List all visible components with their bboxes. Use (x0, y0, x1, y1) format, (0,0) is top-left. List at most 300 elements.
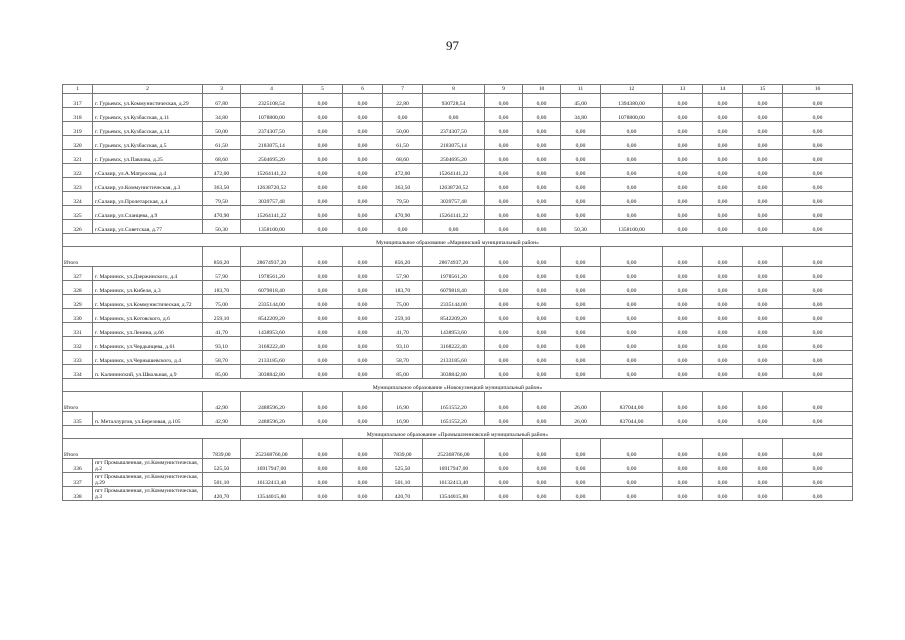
value-cell: 57,90 (203, 267, 241, 281)
value-cell: 0,00 (523, 192, 561, 206)
value-cell: 6079818,40 (241, 281, 303, 295)
value-cell: 0,00 (343, 365, 383, 379)
address-cell: г.Салаир, ул.Сланцева, д.9 (93, 206, 203, 220)
value-cell: 50,30 (561, 220, 601, 234)
value-cell: 0,00 (703, 337, 743, 351)
value-cell: 183,70 (383, 281, 423, 295)
value-cell: 472,00 (203, 164, 241, 178)
total-cell: 0,00 (303, 392, 343, 412)
row-number-cell: 326 (63, 220, 93, 234)
total-cell: 0,00 (485, 439, 523, 459)
value-cell: 0,00 (343, 295, 383, 309)
value-cell: 0,00 (303, 122, 343, 136)
table-row (63, 192, 853, 206)
value-cell: 0,00 (783, 412, 853, 426)
header-cell: 13 (663, 85, 703, 94)
table-row (63, 365, 853, 379)
value-cell: 0,00 (485, 150, 523, 164)
value-cell: 0,00 (703, 136, 743, 150)
value-cell: 0,00 (485, 309, 523, 323)
value-cell: 0,00 (663, 192, 703, 206)
value-cell: 1438953,60 (423, 323, 485, 337)
value-cell: 930728,54 (423, 94, 485, 108)
value-cell: 0,00 (303, 206, 343, 220)
value-cell: 0,00 (743, 473, 783, 487)
value-cell: 0,00 (523, 220, 561, 234)
value-cell: 2335144,00 (241, 295, 303, 309)
value-cell: 420,70 (383, 487, 423, 501)
value-cell: 0,00 (663, 220, 703, 234)
value-cell: 0,00 (743, 281, 783, 295)
header-cell: 5 (303, 85, 343, 94)
value-cell: 0,00 (783, 351, 853, 365)
row-number-cell: 324 (63, 192, 93, 206)
value-cell: 0,00 (303, 323, 343, 337)
total-cell: 2488596,20 (241, 392, 303, 412)
total-cell: 0,00 (783, 392, 853, 412)
address-cell: г.Салаир, ул.А.Матросова, д.4 (93, 164, 203, 178)
row-number-cell: 321 (63, 150, 93, 164)
total-cell: 0,00 (343, 247, 383, 267)
header-cell: 6 (343, 85, 383, 94)
value-cell: 50,00 (203, 122, 241, 136)
value-cell: 0,00 (485, 178, 523, 192)
value-cell: 0,00 (485, 459, 523, 473)
header-cell: 7 (383, 85, 423, 94)
value-cell: 0,00 (343, 412, 383, 426)
value-cell: 3168222,40 (423, 337, 485, 351)
value-cell: 0,00 (743, 459, 783, 473)
value-cell: 34,80 (203, 108, 241, 122)
value-cell: 0,00 (343, 267, 383, 281)
value-cell: 0,00 (485, 337, 523, 351)
address-cell: г. Гурьевск, ул.Кузбасская, д.11 (93, 108, 203, 122)
address-cell: г. Гурьевск, ул.Кузбасская, д.5 (93, 136, 203, 150)
value-cell: 0,00 (783, 323, 853, 337)
value-cell: 0,00 (423, 220, 485, 234)
value-cell: 0,00 (523, 337, 561, 351)
value-cell: 16917947,00 (423, 459, 485, 473)
value-cell: 0,00 (343, 94, 383, 108)
value-cell: 0,00 (303, 108, 343, 122)
total-cell: 0,00 (703, 247, 743, 267)
value-cell: 0,00 (485, 122, 523, 136)
value-cell: 0,00 (743, 351, 783, 365)
row-number-cell: 333 (63, 351, 93, 365)
value-cell: 0,00 (523, 108, 561, 122)
value-cell: 0,00 (523, 267, 561, 281)
value-cell: 85,00 (383, 365, 423, 379)
value-cell: 0,00 (703, 295, 743, 309)
value-cell: 57,90 (383, 267, 423, 281)
value-cell: 0,00 (703, 281, 743, 295)
value-cell: 0,00 (485, 365, 523, 379)
row-number-cell: 334 (63, 365, 93, 379)
value-cell: 1438953,60 (241, 323, 303, 337)
page-number: 97 (446, 38, 459, 53)
total-cell: 0,00 (561, 247, 601, 267)
value-cell: 1358100,00 (241, 220, 303, 234)
value-cell: 0,00 (523, 206, 561, 220)
table-row (63, 267, 853, 281)
total-row (63, 247, 853, 267)
value-cell: 0,00 (561, 150, 601, 164)
value-cell: 1358100,00 (601, 220, 663, 234)
value-cell: 0,00 (783, 136, 853, 150)
value-cell: 0,00 (485, 281, 523, 295)
value-cell: 6079818,40 (423, 281, 485, 295)
row-number-cell: 327 (63, 267, 93, 281)
value-cell: 0,00 (485, 220, 523, 234)
value-cell: 0,00 (601, 136, 663, 150)
value-cell: 93,10 (383, 337, 423, 351)
value-cell: 0,00 (303, 267, 343, 281)
value-cell: 0,00 (743, 412, 783, 426)
value-cell: 0,00 (343, 164, 383, 178)
value-cell: 2374307,50 (241, 122, 303, 136)
value-cell: 0,00 (523, 412, 561, 426)
value-cell: 0,00 (783, 178, 853, 192)
value-cell: 0,00 (523, 351, 561, 365)
table-row (63, 323, 853, 337)
total-cell: 7839,00 (383, 439, 423, 459)
value-cell: 0,00 (783, 192, 853, 206)
value-cell: 1394380,00 (601, 94, 663, 108)
total-cell: 0,00 (743, 439, 783, 459)
value-cell: 0,00 (303, 94, 343, 108)
value-cell: 0,00 (485, 267, 523, 281)
value-cell: 50,30 (203, 220, 241, 234)
table-row (63, 122, 853, 136)
row-number-cell: 319 (63, 122, 93, 136)
value-cell: 0,00 (485, 412, 523, 426)
value-cell: 2374307,50 (423, 122, 485, 136)
value-cell: 0,00 (663, 459, 703, 473)
value-cell: 2133185,60 (241, 351, 303, 365)
value-cell: 2183075,14 (423, 136, 485, 150)
value-cell: 2325108,54 (241, 94, 303, 108)
value-cell: 0,00 (783, 487, 853, 501)
value-cell: 75,00 (383, 295, 423, 309)
header-cell: 3 (203, 85, 241, 94)
value-cell: 0,00 (663, 351, 703, 365)
value-cell: 0,00 (523, 295, 561, 309)
total-row (63, 439, 853, 459)
total-cell: 837044,00 (601, 392, 663, 412)
value-cell: 0,00 (663, 164, 703, 178)
value-cell: 0,00 (343, 206, 383, 220)
total-cell: 28674937,20 (241, 247, 303, 267)
value-cell: 58,70 (203, 351, 241, 365)
value-cell: 0,00 (561, 122, 601, 136)
value-cell: 0,00 (343, 323, 383, 337)
value-cell: 79,50 (203, 192, 241, 206)
value-cell: 0,00 (663, 108, 703, 122)
value-cell: 0,00 (601, 281, 663, 295)
value-cell: 16,90 (383, 412, 423, 426)
value-cell: 0,00 (523, 164, 561, 178)
value-cell: 0,00 (783, 281, 853, 295)
address-cell: г. Мариинск, ул.Кибеля, д.3 (93, 281, 203, 295)
value-cell: 0,00 (485, 206, 523, 220)
row-number-cell: 322 (63, 164, 93, 178)
value-cell: 0,00 (303, 351, 343, 365)
value-cell: 2133185,60 (423, 351, 485, 365)
value-cell: 0,00 (343, 337, 383, 351)
value-cell: 0,00 (485, 323, 523, 337)
value-cell: 0,00 (743, 206, 783, 220)
data-table-container (62, 84, 852, 501)
value-cell: 12638720,52 (423, 178, 485, 192)
total-cell: 0,00 (663, 392, 703, 412)
value-cell: 3038842,80 (241, 365, 303, 379)
section-header-row (63, 234, 853, 247)
value-cell: 15264141,22 (423, 164, 485, 178)
value-cell: 0,00 (485, 192, 523, 206)
header-cell: 11 (561, 85, 601, 94)
value-cell: 61,50 (383, 136, 423, 150)
total-cell: 0,00 (343, 392, 383, 412)
value-cell: 0,00 (561, 267, 601, 281)
section-title: Муниципальное образование «Промышленновский муниципальный район» (63, 426, 853, 439)
value-cell: 1978561,20 (423, 267, 485, 281)
total-cell: 1651552,20 (423, 392, 485, 412)
value-cell: 8542209,20 (241, 309, 303, 323)
total-cell: 856,20 (383, 247, 423, 267)
value-cell: 3039757,48 (423, 192, 485, 206)
table-row (63, 351, 853, 365)
row-number-cell: 336 (63, 459, 93, 473)
total-cell: 0,00 (703, 392, 743, 412)
value-cell: 0,00 (743, 108, 783, 122)
value-cell: 0,00 (303, 136, 343, 150)
header-cell: 15 (743, 85, 783, 94)
value-cell: 0,00 (663, 267, 703, 281)
value-cell: 0,00 (601, 487, 663, 501)
total-cell: 26,00 (561, 392, 601, 412)
total-cell: 252368766,00 (423, 439, 485, 459)
total-cell: 42,90 (203, 392, 241, 412)
value-cell: 42,90 (203, 412, 241, 426)
value-cell: 0,00 (343, 309, 383, 323)
row-number-cell: 338 (63, 487, 93, 501)
value-cell: 0,00 (485, 94, 523, 108)
value-cell: 0,00 (703, 323, 743, 337)
value-cell: 259,10 (383, 309, 423, 323)
value-cell: 22,80 (383, 94, 423, 108)
value-cell: 2504695,20 (423, 150, 485, 164)
value-cell: 0,00 (663, 309, 703, 323)
table-row (63, 220, 853, 234)
section-header-row (63, 379, 853, 392)
total-cell: 0,00 (783, 247, 853, 267)
value-cell: 0,00 (485, 295, 523, 309)
value-cell: 0,00 (303, 412, 343, 426)
value-cell: 0,00 (743, 122, 783, 136)
value-cell: 0,00 (423, 108, 485, 122)
value-cell: 0,00 (703, 459, 743, 473)
total-cell: 0,00 (743, 392, 783, 412)
value-cell: 0,00 (663, 412, 703, 426)
value-cell: 26,00 (561, 412, 601, 426)
value-cell: 0,00 (485, 487, 523, 501)
value-cell: 0,00 (523, 487, 561, 501)
value-cell: 420,70 (203, 487, 241, 501)
table-row (63, 459, 853, 473)
address-cell: г. Мариинск, ул.Ленина, д.66 (93, 323, 203, 337)
value-cell: 0,00 (523, 94, 561, 108)
address-cell: г. Мариинск, ул.Чердынцева, д.61 (93, 337, 203, 351)
table-row (63, 281, 853, 295)
address-cell: г. Гурьевск, ул.Кузбасская, д.14 (93, 122, 203, 136)
value-cell: 15264141,22 (241, 164, 303, 178)
value-cell: 0,00 (601, 323, 663, 337)
row-number-cell: 337 (63, 473, 93, 487)
value-cell: 2504695,20 (241, 150, 303, 164)
value-cell: 2488596,20 (241, 412, 303, 426)
value-cell: 0,00 (703, 192, 743, 206)
value-cell: 0,00 (601, 337, 663, 351)
value-cell: 470,90 (203, 206, 241, 220)
value-cell: 58,70 (383, 351, 423, 365)
value-cell: 0,00 (303, 473, 343, 487)
table-row (63, 412, 853, 426)
value-cell: 0,00 (663, 323, 703, 337)
value-cell: 0,00 (601, 365, 663, 379)
value-cell: 0,00 (485, 108, 523, 122)
value-cell: 0,00 (743, 136, 783, 150)
value-cell: 0,00 (663, 178, 703, 192)
value-cell: 1078800,00 (601, 108, 663, 122)
value-cell: 16917947,00 (241, 459, 303, 473)
value-cell: 0,00 (783, 295, 853, 309)
value-cell: 0,00 (303, 220, 343, 234)
value-cell: 0,00 (601, 122, 663, 136)
value-cell: 1978561,20 (241, 267, 303, 281)
value-cell: 0,00 (561, 178, 601, 192)
value-cell: 0,00 (601, 206, 663, 220)
value-cell: 67,80 (203, 94, 241, 108)
address-cell: пгт Промышленная, ул.Коммунистическая, д.3 (93, 487, 203, 501)
total-cell: 0,00 (561, 439, 601, 459)
value-cell: 0,00 (343, 487, 383, 501)
value-cell: 0,00 (303, 150, 343, 164)
value-cell: 0,00 (383, 108, 423, 122)
value-cell: 0,00 (783, 164, 853, 178)
value-cell: 0,00 (601, 309, 663, 323)
value-cell: 0,00 (303, 487, 343, 501)
value-cell: 0,00 (523, 281, 561, 295)
value-cell: 0,00 (561, 309, 601, 323)
value-cell: 525,50 (383, 459, 423, 473)
value-cell: 0,00 (783, 309, 853, 323)
value-cell: 0,00 (663, 473, 703, 487)
value-cell: 3168222,40 (241, 337, 303, 351)
value-cell: 0,00 (523, 150, 561, 164)
value-cell: 45,00 (561, 94, 601, 108)
value-cell: 0,00 (383, 220, 423, 234)
value-cell: 0,00 (703, 267, 743, 281)
value-cell: 0,00 (663, 281, 703, 295)
row-number-cell: 331 (63, 323, 93, 337)
value-cell: 0,00 (343, 351, 383, 365)
table-row (63, 309, 853, 323)
value-cell: 0,00 (783, 94, 853, 108)
row-number-cell: 320 (63, 136, 93, 150)
value-cell: 0,00 (343, 150, 383, 164)
value-cell: 0,00 (523, 309, 561, 323)
value-cell: 0,00 (743, 220, 783, 234)
value-cell: 0,00 (703, 94, 743, 108)
header-cell: 9 (485, 85, 523, 94)
header-cell: 1 (63, 85, 93, 94)
total-cell: 252368766,00 (241, 439, 303, 459)
total-cell: 0,00 (303, 247, 343, 267)
value-cell: 183,70 (203, 281, 241, 295)
value-cell: 0,00 (561, 487, 601, 501)
address-cell: г. Мариинск, ул.Чернышевского, д.4 (93, 351, 203, 365)
value-cell: 0,00 (303, 178, 343, 192)
value-cell: 0,00 (703, 365, 743, 379)
total-label: Итого (63, 439, 203, 459)
value-cell: 1651552,20 (423, 412, 485, 426)
value-cell: 0,00 (783, 365, 853, 379)
address-cell: г. Гурьевск, ул.Коммунистическая, д.29 (93, 94, 203, 108)
value-cell: 363,50 (203, 178, 241, 192)
section-title: Муниципальное образование «Мариинский муниципальный район» (63, 234, 853, 247)
table-row (63, 164, 853, 178)
value-cell: 0,00 (663, 295, 703, 309)
value-cell: 0,00 (663, 94, 703, 108)
table-row (63, 136, 853, 150)
value-cell: 0,00 (703, 220, 743, 234)
value-cell: 68,60 (383, 150, 423, 164)
total-cell: 0,00 (523, 247, 561, 267)
value-cell: 0,00 (601, 295, 663, 309)
value-cell: 0,00 (601, 351, 663, 365)
value-cell: 0,00 (485, 473, 523, 487)
value-cell: 0,00 (343, 108, 383, 122)
value-cell: 0,00 (663, 365, 703, 379)
value-cell: 0,00 (485, 164, 523, 178)
value-cell: 8542209,20 (423, 309, 485, 323)
value-cell: 12638720,52 (241, 178, 303, 192)
total-cell: 0,00 (601, 247, 663, 267)
row-number-cell: 330 (63, 309, 93, 323)
value-cell: 0,00 (663, 206, 703, 220)
table-row (63, 150, 853, 164)
row-number-cell: 335 (63, 412, 93, 426)
row-number-cell: 323 (63, 178, 93, 192)
total-cell: 16,90 (383, 392, 423, 412)
header-row (63, 85, 853, 94)
value-cell: 0,00 (303, 281, 343, 295)
value-cell: 501,10 (203, 473, 241, 487)
row-number-cell: 329 (63, 295, 93, 309)
value-cell: 0,00 (561, 206, 601, 220)
address-cell: п. Металлургов, ул.Березовая, д.105 (93, 412, 203, 426)
table-row (63, 337, 853, 351)
value-cell: 0,00 (743, 295, 783, 309)
value-cell: 79,50 (383, 192, 423, 206)
value-cell: 0,00 (561, 164, 601, 178)
value-cell: 0,00 (663, 150, 703, 164)
value-cell: 0,00 (561, 323, 601, 337)
value-cell: 0,00 (561, 459, 601, 473)
value-cell: 0,00 (601, 473, 663, 487)
value-cell: 2335144,00 (423, 295, 485, 309)
value-cell: 0,00 (743, 365, 783, 379)
